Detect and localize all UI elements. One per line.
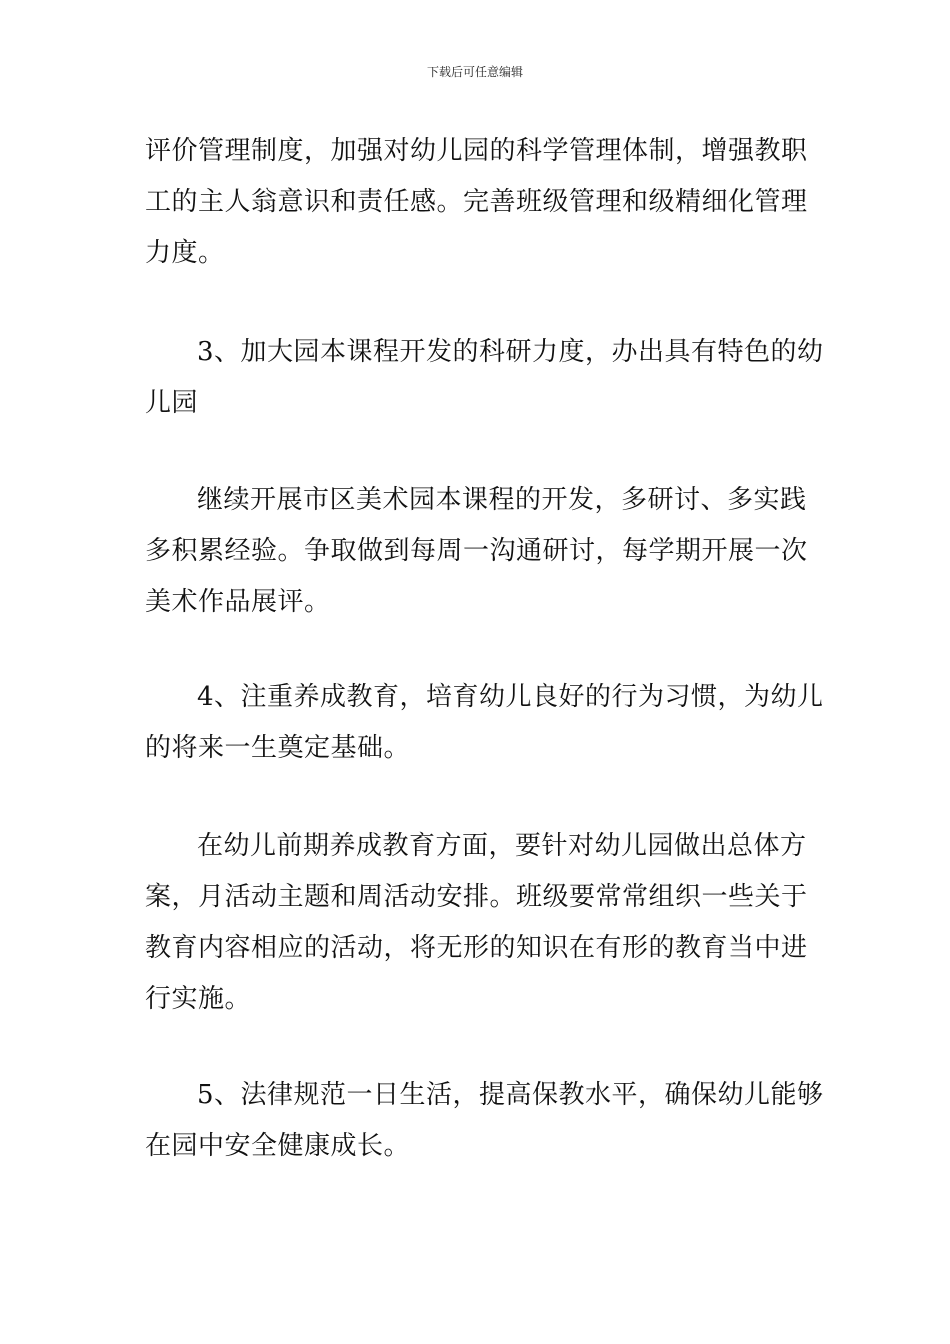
text-line: 行实施。: [145, 984, 252, 1014]
paragraph-habit-education: [145, 821, 815, 1025]
text-line: 力度。: [145, 238, 225, 268]
paragraph-management-system: [145, 126, 815, 279]
text-line: 评价管理制度，加强对幼儿园的科学管理体制，增强教职: [145, 136, 808, 166]
text-line: 案，月活动主题和周活动安排。班级要常常组织一些关于: [145, 882, 808, 912]
text-line: 工的主人翁意识和责任感。完善班级管理和级精细化管理: [145, 187, 808, 217]
text-line: 多积累经验。争取做到每周一沟通研讨，每学期开展一次: [145, 536, 808, 566]
section-heading-5: [145, 1070, 824, 1172]
text-line: 教育内容相应的活动，将无形的知识在有形的教育当中进: [145, 933, 808, 963]
text-line: 5、法律规范一日生活，提高保教水平，确保幼儿能够: [197, 1080, 824, 1110]
text-line: 在幼儿前期养成教育方面，要针对幼儿园做出总体方: [197, 831, 807, 861]
text-line: 儿园: [145, 388, 199, 418]
text-line: 美术作品展评。: [145, 587, 331, 617]
text-line: 在园中安全健康成长。: [145, 1131, 411, 1161]
text-line: 继续开展市区美术园本课程的开发，多研讨、多实践: [197, 485, 807, 515]
paragraph-art-curriculum: [145, 475, 815, 628]
page-header: 下载后可任意编辑: [426, 65, 523, 79]
text-line: 4、注重养成教育，培育幼儿良好的行为习惯，为幼儿: [197, 682, 824, 712]
text-line: 3、加大园本课程开发的科研力度，办出具有特色的幼: [197, 337, 824, 367]
section-heading-4: [145, 672, 824, 774]
text-line: 的将来一生奠定基础。: [145, 733, 411, 763]
section-heading-3: [145, 327, 824, 429]
